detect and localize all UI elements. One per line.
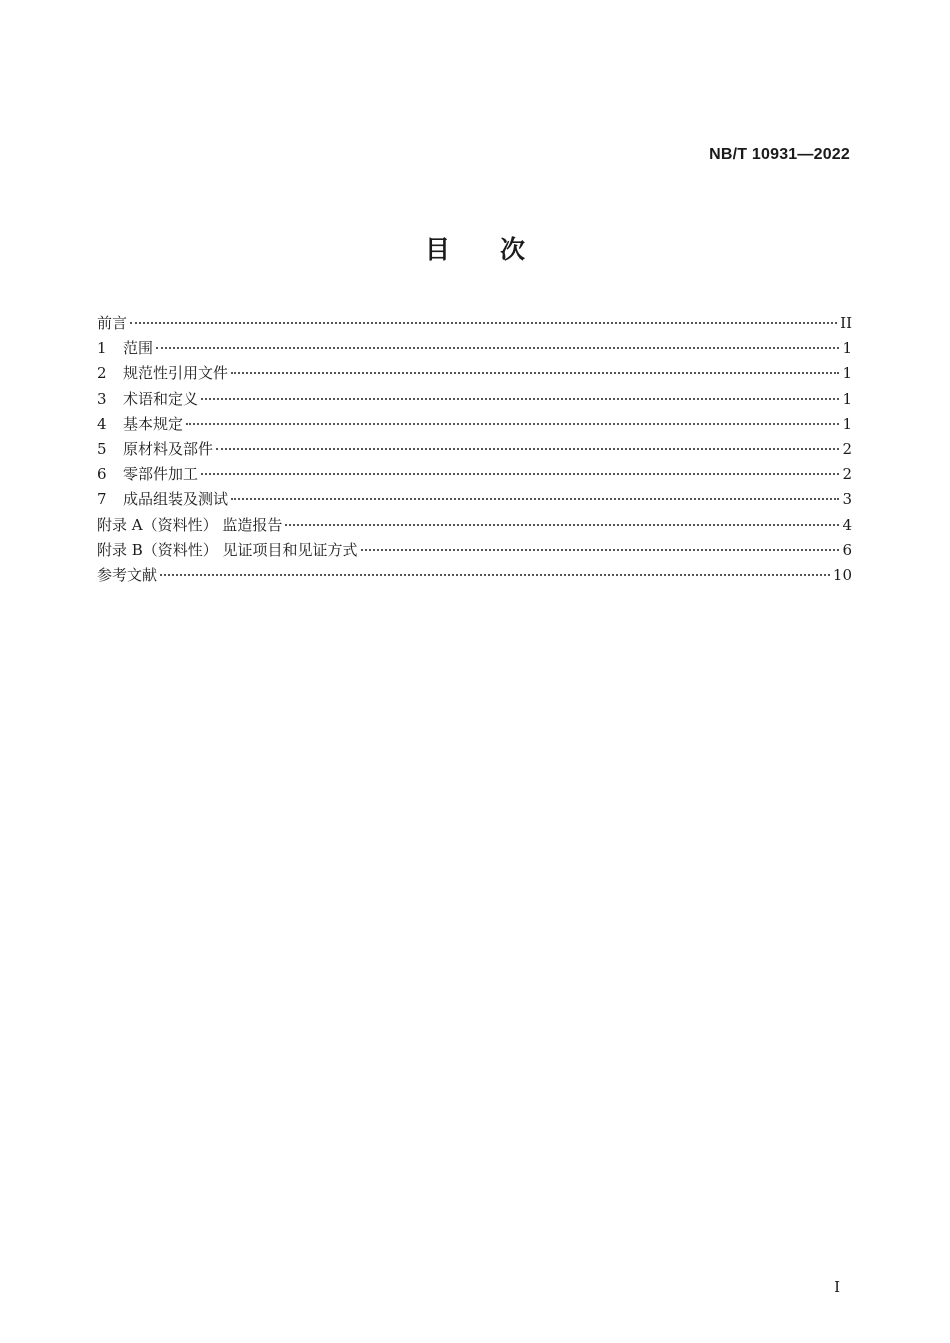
- toc-entry-page: II: [840, 314, 852, 332]
- toc-entry-terms[interactable]: [97, 387, 852, 412]
- toc-entry-label: 前言: [97, 314, 128, 332]
- toc-entry-number: 6: [97, 465, 107, 484]
- toc-entry-page: 4: [842, 515, 852, 534]
- toc-entry-assembly-testing[interactable]: [97, 487, 852, 512]
- dot-leader: [285, 524, 839, 526]
- toc-entry-parts-processing[interactable]: [97, 462, 852, 487]
- toc-entry-basic-provisions[interactable]: [97, 412, 852, 437]
- toc-entry-label: 参考文献: [97, 565, 158, 584]
- toc-entry-page: 2: [842, 465, 852, 484]
- dot-leader: [160, 574, 830, 576]
- toc-entry-page: 2: [842, 439, 852, 458]
- toc-entry-page: 10: [832, 565, 852, 584]
- dot-leader: [186, 423, 839, 425]
- toc-entry-label: 基本规定: [123, 414, 184, 433]
- toc-entry-label: 术语和定义: [123, 389, 199, 408]
- toc-entry-normative-references[interactable]: [97, 361, 852, 386]
- toc-entry-number: 4: [97, 414, 107, 433]
- toc-entry-number: 3: [97, 389, 107, 408]
- dot-leader: [231, 372, 839, 374]
- toc-entry-number: 1: [97, 339, 107, 358]
- toc-entry-label: 附录 A（资料性） 监造报告: [97, 515, 283, 534]
- toc-entry-appendix-a[interactable]: [97, 513, 852, 538]
- toc-entry-raw-materials[interactable]: [97, 437, 852, 462]
- dot-leader: [361, 549, 840, 551]
- toc-entry-appendix-b[interactable]: [97, 538, 852, 563]
- toc-entry-page: 3: [842, 490, 852, 509]
- toc-entry-scope[interactable]: [97, 336, 852, 361]
- toc-entry-label: 原材料及部件: [123, 439, 214, 458]
- toc-list: [97, 311, 852, 588]
- toc-entry-page: 1: [842, 339, 852, 358]
- toc-entry-bibliography[interactable]: [97, 563, 852, 588]
- toc-entry-page: 6: [842, 540, 852, 559]
- dot-leader: [156, 347, 839, 349]
- toc-entry-page: 1: [842, 414, 852, 433]
- toc-entry-number: 2: [97, 364, 107, 383]
- document-number: NB/T 10931—2022: [709, 146, 850, 163]
- dot-leader: [201, 473, 839, 475]
- dot-leader: [130, 322, 837, 324]
- dot-leader: [216, 448, 839, 450]
- toc-entry-label: 成品组装及测试: [123, 490, 229, 509]
- dot-leader: [231, 498, 839, 500]
- toc-title: 目次: [424, 235, 575, 264]
- toc-entry-label: 范围: [123, 339, 154, 358]
- toc-entry-foreword[interactable]: [97, 311, 852, 336]
- toc-entry-number: 7: [97, 490, 107, 509]
- toc-entry-label: 零部件加工: [123, 465, 199, 484]
- page-number: I: [834, 1278, 840, 1296]
- toc-entry-label: 规范性引用文件: [123, 364, 229, 383]
- toc-entry-page: 1: [842, 364, 852, 383]
- toc-entry-number: 5: [97, 439, 107, 458]
- toc-entry-page: 1: [842, 389, 852, 408]
- toc-entry-label: 附录 B（资料性） 见证项目和见证方式: [97, 540, 358, 559]
- dot-leader: [201, 398, 839, 400]
